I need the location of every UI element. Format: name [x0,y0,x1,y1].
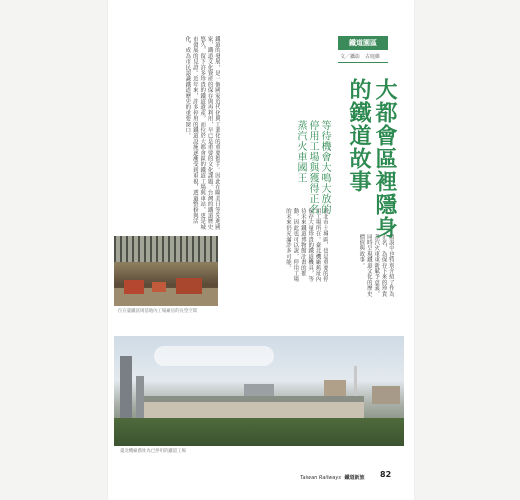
author-credit: 文／攝影 古庭維 [340,54,381,60]
article-title: 大都會區裡隱身的鐵道故事 [346,78,398,239]
railway-depot-aerial-photo [114,336,404,446]
magazine-page [108,0,414,500]
divider [338,62,388,63]
magazine-name-zh: 鐵道新旅 [344,475,365,481]
section-tag: 鐵道園區 [338,36,388,50]
page-number: 82 [380,470,392,479]
magazine-name-en: Taiwan Railways [300,475,341,481]
depot-interior-photo [114,236,218,306]
photo1-caption: 位在臺鐵富岡基地內工場廠房的長型空間 [118,309,198,314]
photo2-caption: 臺北機廠舊址為已停用的鐵道工場 [120,449,186,454]
body-column-left: 鐵道的發展，是一個國家近代化與工業化的重要推手。因此在歐美日等先進國家，鐵道文化資產的保存與再利用，早已是重要的文化課題。台灣的鐵道歷史悠久，留下許多珍貴的鐵道遺產，而位於大都會區的鐵道工場與車站，更是城市發展的見證。近年來，許多停用的鐵道設施逐漸受到重視，透過整修與活化，成為市民認識鐵道歷史的重要窗口。 [184,36,220,230]
page-footer [300,474,365,481]
article-subtitle: 等待機會大鳴大放的停用工場與獲得正名蒸汽火車國王 [295,120,330,215]
body-column-right: 解說中也特別介紹了作為正名，為保存下來的珍貴蒸汽火車重新賦予意義，同時呈現鐵道文化的歷史價值與故事。 [358,234,394,297]
body-column-middle: 新北市土城區，也是重要的停用工場所在。臺北機廠舊址內保存大量珍貴的鐵道機具，等待未來鐵道博物館計畫的推動。因此也可以說，停用工場的未來仍充滿許多可能。 [284,208,328,283]
